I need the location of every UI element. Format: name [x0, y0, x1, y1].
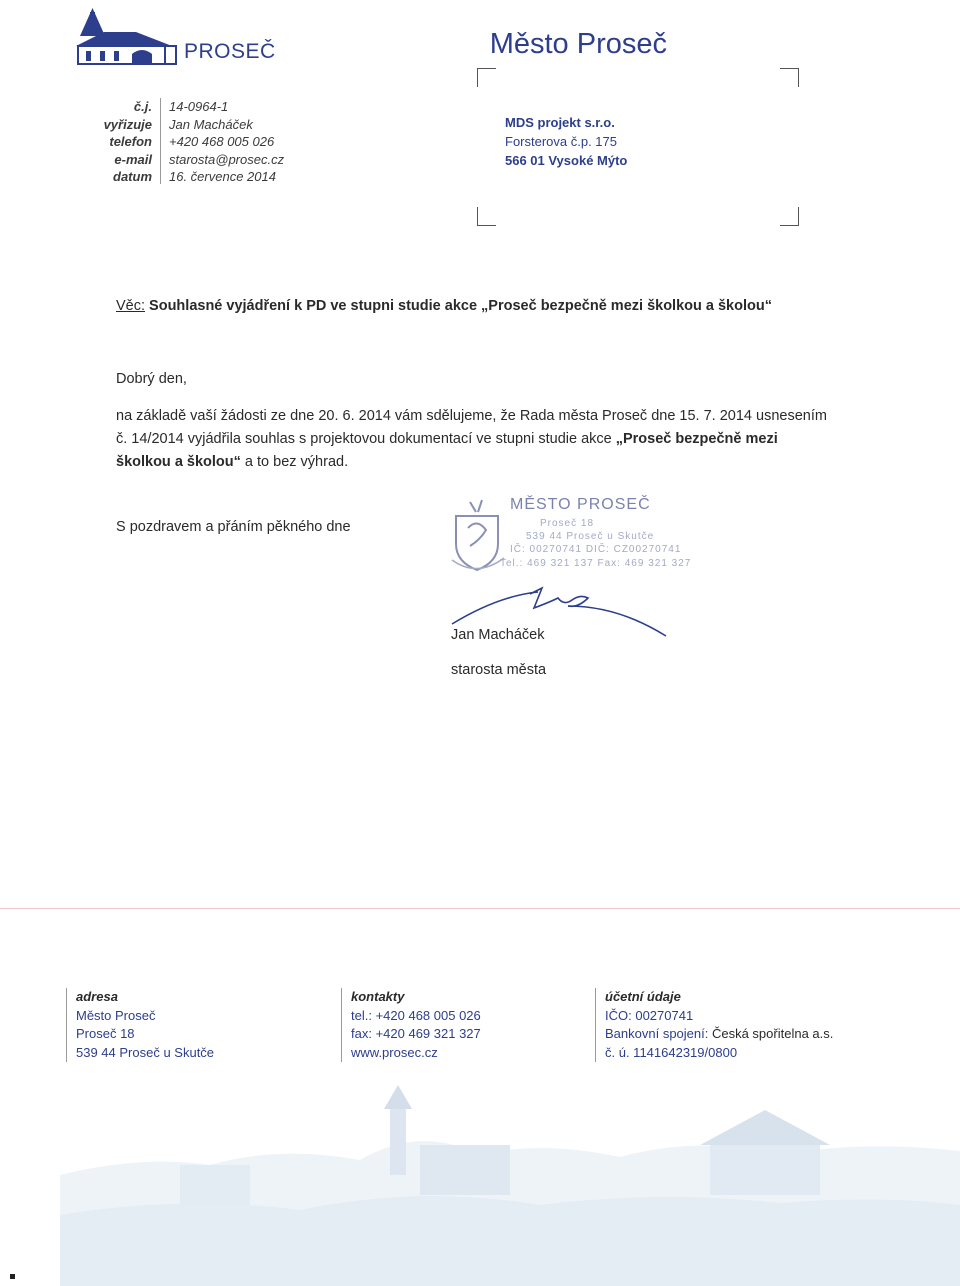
- meta-label-phone: telefon: [109, 134, 152, 149]
- address-corner-mark: [477, 68, 496, 87]
- letter-greeting: Dobrý den,: [116, 371, 187, 387]
- subject-label: Věc:: [116, 298, 146, 314]
- signatory-title: starosta města: [451, 662, 547, 678]
- meta-divider: [160, 98, 161, 184]
- footer-fax: fax: +420 469 321 327: [351, 1026, 481, 1041]
- footer-contacts-heading: kontakty: [351, 989, 405, 1004]
- letter-subject: [116, 298, 772, 314]
- recipient-city: 566 01 Vysoké Mýto: [505, 153, 628, 168]
- address-corner-mark: [780, 68, 799, 87]
- footer-accounting: [595, 988, 833, 1062]
- body-part-1: na základě vaší žádosti ze dne 20. 6. 2014 vám sdělujeme, že Rada města Proseč dne 15. 7. 2014 usnesením č. 14/2014 vyjádřila souhlas s projektovou dokumentací ve stupni studie akce: [116, 408, 827, 447]
- stamp-line-2: 539 44 Proseč u Skutče: [526, 531, 655, 542]
- meta-label-date: datum: [113, 169, 152, 184]
- footer-contacts: [341, 988, 481, 1062]
- city-title: Město Proseč: [489, 28, 667, 60]
- letter-closing: S pozdravem a přáním pěkného dne: [116, 519, 351, 535]
- footer-address-line: Proseč 18: [76, 1026, 135, 1041]
- footer-bank-name: Česká spořitelna a.s.: [711, 1026, 834, 1041]
- official-stamp: [440, 492, 692, 582]
- footer-address-heading: adresa: [76, 989, 118, 1004]
- stamp-line-4: Tel.: 469 321 137 Fax: 469 321 327: [500, 558, 692, 569]
- meta-value-email: starosta@prosec.cz: [169, 151, 285, 167]
- stamp-title: MĚSTO PROSEČ: [510, 496, 651, 513]
- meta-value-handler: Jan Macháček: [169, 116, 253, 132]
- coat-of-arms-icon: [446, 494, 508, 574]
- city-logo: [76, 6, 286, 66]
- stamp-line-1: Proseč 18: [540, 518, 595, 529]
- recipient-street: Forsterova č.p. 175: [505, 134, 617, 149]
- footer-account: č. ú. 1141642319/0800: [605, 1044, 738, 1060]
- body-part-2: a to bez výhrad.: [240, 454, 349, 470]
- footer-address: [66, 988, 214, 1062]
- footer-bank-label: Bankovní spojení:: [605, 1026, 712, 1041]
- footer-phone: tel.: +420 468 005 026: [351, 1007, 481, 1023]
- address-corner-mark: [780, 207, 799, 226]
- meta-label-ref: č.j.: [133, 99, 152, 114]
- footer-website: www.prosec.cz: [351, 1044, 438, 1060]
- meta-label-handler: vyřizuje: [103, 116, 152, 132]
- recipient-name: MDS projekt s.r.o.: [505, 115, 615, 130]
- footer-divider: [0, 908, 960, 909]
- footer-accounting-heading: účetní údaje: [605, 989, 681, 1004]
- footer-address-line: 539 44 Proseč u Skutče: [76, 1044, 215, 1060]
- meta-values: [169, 98, 284, 186]
- footer-address-line: Město Proseč: [76, 1007, 156, 1023]
- signatory-name: Jan Macháček: [451, 627, 545, 643]
- meta-value-phone: +420 468 005 026: [169, 134, 275, 149]
- footer-ico: IČO: 00270741: [605, 1007, 694, 1023]
- letter-body: [116, 405, 836, 474]
- stamp-line-3: IČ: 00270741 DIČ: CZ00270741: [510, 544, 682, 555]
- footer-bank: [605, 1025, 833, 1044]
- meta-label-email: e-mail: [114, 151, 152, 167]
- meta-value-ref: 14-0964-1: [169, 99, 229, 114]
- town-landscape-watermark: [60, 1085, 960, 1286]
- address-corner-mark: [477, 207, 496, 226]
- meta-labels: [60, 98, 152, 186]
- page-marker: [10, 1274, 15, 1279]
- meta-value-date: 16. července 2014: [169, 169, 276, 184]
- logo-text: PROSEČ: [184, 40, 276, 63]
- subject-text: Souhlasné vyjádření k PD ve stupni studie akce „Proseč bezpečně mezi školkou a školou“: [149, 298, 772, 314]
- recipient-address: [505, 113, 627, 170]
- body-project-name: „Proseč bezpečně mezi školkou a školou“: [116, 431, 778, 470]
